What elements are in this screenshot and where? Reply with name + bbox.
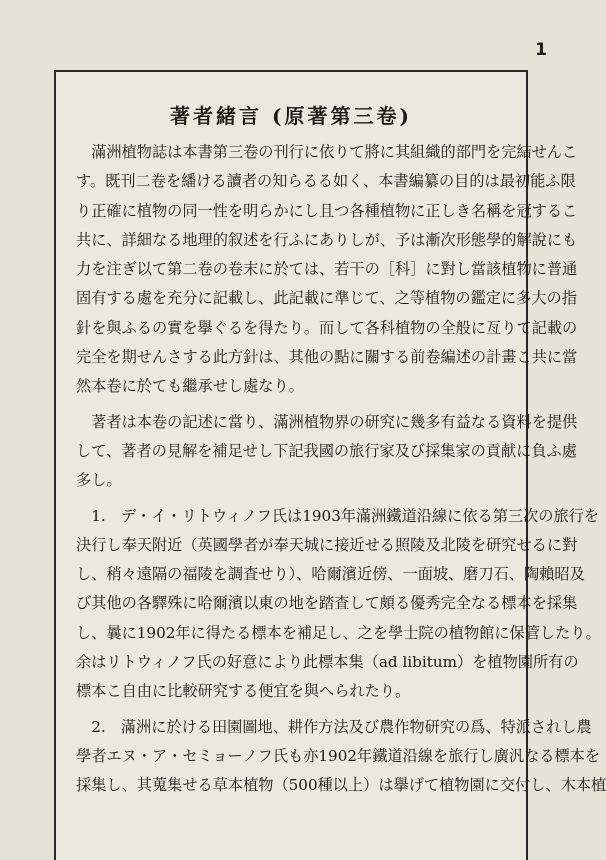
page-title: 著者緒言 (原著第三卷) — [170, 104, 412, 128]
text-line: 滿洲植物誌は本書第三卷の刊行に依りて將に其組織的部門を完結せんこ — [76, 143, 578, 161]
text-line: し、曩に1902年に得たる標本を補足し、之を學士院の植物館に保管したり。 — [76, 623, 601, 642]
text-line: 採集し、其蒐集せる草本植物（500種以上）は擧げて植物園に交付し、木本植 — [76, 776, 606, 795]
text-line: 2. 滿洲に於ける田園圖地、耕作方法及び農作物研究の爲、特派されし農 — [76, 717, 592, 736]
text-line: 標本こ自由に比較研究する便宜を與へられたり。 — [76, 682, 411, 701]
text-line: し、稍々遠隔の福陵を調査せり）、哈爾濱近傍、一面坡、磨刀石、陶賴昭及 — [76, 565, 585, 584]
text-line: 1. デ・イ・リトウィノフ氏は1903年滿洲鐵道沿線に依る第三次の旅行を — [76, 506, 600, 525]
text-line: 多し。 — [76, 471, 122, 490]
text-line: 針を與ふるの實を擧ぐるを得たり。而して各科植物の全般に亙りて記載の — [76, 318, 578, 337]
body-text — [76, 138, 606, 801]
text-line: して、著者の見解を補足せし下記我國の旅行家及び採集家の貢献に負ふ處 — [76, 441, 577, 460]
text-line: 余はリトウィノフ氏の好意により此標本集（ad libitum）を植物園所有の — [76, 653, 579, 672]
text-line: 學者エヌ・ア・セミョーノフ氏も亦1902年鐵道沿線を旅行し廣汎なる標本を — [76, 746, 601, 765]
text-frame — [54, 70, 606, 860]
text-line: り正確に植物の同一性を明らかにし且つ各種植物に正しき名稱を冠するこ — [76, 201, 578, 220]
text-line: 著者は本卷の記述に當り、滿洲植物界の研究に幾多有益なる資料を提供 — [76, 412, 578, 431]
paragraph — [76, 713, 606, 801]
text-line: 決行し奉天附近（英國學者が奉天城に接近せる照陵及北陵を研究せるに對 — [76, 535, 578, 554]
paragraph — [76, 408, 578, 496]
text-line: 力を注ぎ以て第二卷の卷末に於ては、若干の［科］に對し當該植物に普通 — [76, 260, 578, 279]
text-line: 固有する處を充分に記載し、此記載に準じて、之等植物の鑑定に多大の指 — [76, 289, 577, 308]
page-number: 1 — [535, 40, 547, 60]
text-line: び其他の各驛殊に哈爾濱以東の地を踏査して頗る優秀完全なる標本を採集 — [76, 594, 578, 613]
paragraph — [76, 138, 578, 402]
text-line: 共に、詳細なる地理的叙述を行ふにありしが、予は漸次形態學的解說にも — [76, 230, 578, 249]
text-line: 然本卷に於ても繼承せし處なり。 — [76, 377, 304, 396]
text-line: す。既刊二卷を繙ける讀者の知らるる如く、本書編纂の目的は最初能ふ限 — [76, 172, 576, 191]
text-line: 完全を期せんさする此方針は、其他の點に關する前卷編述の計畫こ共に當 — [76, 348, 578, 367]
paragraph — [76, 502, 601, 707]
